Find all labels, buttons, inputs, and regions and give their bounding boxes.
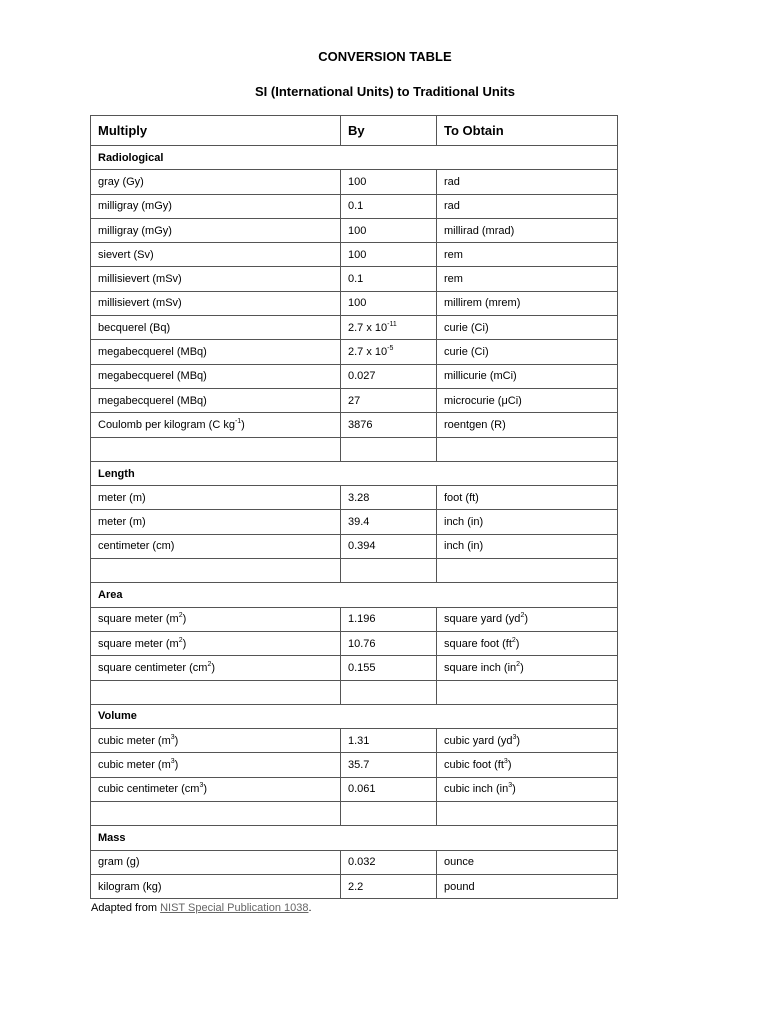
traditional-unit-cell [437,340,618,364]
factor-cell [341,364,437,388]
factor-cell [341,316,437,340]
cell-text: curie (Ci) [444,346,489,359]
table-row [91,194,618,218]
traditional-unit-cell [437,388,618,412]
cell-text: becquerel (Bq) [98,321,171,334]
si-unit-cell [91,194,341,218]
cell-text: 39.4 [348,516,370,529]
traditional-unit-cell [437,777,618,801]
cell-text: 0.061 [348,783,376,796]
table-row [91,364,618,388]
header-multiply: Multiply [91,116,341,146]
cell-text-tail: ) [507,759,512,772]
cell-text-tail: ) [520,661,524,674]
cell-text: meter (m) [98,516,146,529]
section-header-row [91,826,618,850]
factor-cell [341,753,437,777]
cell-text-tail: ) [512,783,516,796]
cell-text: 0.032 [348,856,376,869]
table-row [91,267,618,291]
exponent: 2 [178,636,183,644]
si-unit-cell [91,364,341,388]
cell-text: 1.196 [348,613,376,626]
cell-text-tail: ) [174,759,179,772]
cell-text: microcurie (μCi) [444,394,522,407]
empty-cell [91,680,341,704]
cell-text: 0.394 [348,540,376,553]
cell-text: milligray (mGy) [98,200,172,213]
cell-text: millirad (mrad) [444,224,515,237]
traditional-unit-cell [437,534,618,558]
traditional-unit-cell [437,170,618,194]
cell-text-tail: ) [182,637,187,650]
section-label-length: Length [91,461,618,485]
section-header-row [91,583,618,607]
table-row [91,243,618,267]
empty-cell [437,680,618,704]
si-unit-cell [91,656,341,680]
traditional-unit-cell [437,753,618,777]
exponent: 3 [503,758,508,766]
exponent: -11 [387,320,397,328]
factor-cell [341,413,437,437]
table-row [91,607,618,631]
source-suffix: . [308,902,312,914]
factor-cell [341,194,437,218]
table-row [91,486,618,510]
si-unit-cell [91,267,341,291]
factor-cell [341,656,437,680]
cell-text: millisievert (mSv) [98,297,182,310]
section-label-area: Area [91,583,618,607]
cell-text: megabecquerel (MBq) [98,370,207,383]
traditional-unit-cell [437,291,618,315]
exponent: 2 [516,660,521,668]
empty-cell [437,559,618,583]
section-header-row [91,461,618,485]
si-unit-cell [91,874,341,898]
si-unit-cell [91,850,341,874]
cell-text: meter (m) [98,491,146,504]
exponent: 2 [178,612,183,620]
si-unit-cell [91,607,341,631]
cell-text: inch (in) [444,540,484,553]
spacer-row [91,802,618,826]
si-unit-cell [91,243,341,267]
traditional-unit-cell [437,267,618,291]
table-row [91,777,618,801]
empty-cell [341,680,437,704]
exponent: 3 [170,758,175,766]
cell-text: 2.2 [348,880,364,893]
cell-text: 100 [348,175,367,188]
si-unit-cell [91,753,341,777]
empty-cell [437,437,618,461]
traditional-unit-cell [437,607,618,631]
table-row [91,729,618,753]
factor-cell [341,631,437,655]
empty-cell [341,802,437,826]
cell-text: rad [444,175,460,188]
nist-publication-link[interactable]: NIST Special Publication 1038 [160,902,309,914]
si-unit-cell [91,170,341,194]
traditional-unit-cell [437,413,618,437]
traditional-unit-cell [437,486,618,510]
table-row [91,340,618,364]
cell-text-tail: ) [515,637,520,650]
table-row [91,656,618,680]
cell-text: millisievert (mSv) [98,273,182,286]
si-unit-cell [91,729,341,753]
table-row [91,631,618,655]
cell-text-tail: ) [524,613,529,626]
cell-text: rem [444,273,463,286]
section-label-volume: Volume [91,704,618,728]
table-row [91,874,618,898]
si-unit-cell [91,291,341,315]
exponent: -5 [387,345,394,353]
traditional-unit-cell [437,243,618,267]
conversion-table [90,115,618,899]
source-prefix: Adapted from [91,902,161,914]
si-unit-cell [91,218,341,242]
factor-cell [341,777,437,801]
table-row [91,753,618,777]
empty-cell [437,802,618,826]
cell-text: roentgen (R) [444,418,506,431]
traditional-unit-cell [437,316,618,340]
cell-text-tail: ) [241,418,245,431]
cell-text: cubic yard (yd [444,734,513,747]
section-label-radiological: Radiological [91,146,618,170]
exponent: 2 [520,612,525,620]
cell-text-tail: ) [516,734,521,747]
si-unit-cell [91,631,341,655]
si-unit-cell [91,486,341,510]
exponent: 3 [512,733,517,741]
page-title: CONVERSION TABLE [318,49,452,64]
cell-text: 2.7 x 10 [348,346,388,359]
factor-cell [341,170,437,194]
cell-text: Coulomb per kilogram (C kg [98,418,235,431]
traditional-unit-cell [437,510,618,534]
empty-cell [91,802,341,826]
section-label-mass: Mass [91,826,618,850]
table-row [91,218,618,242]
factor-cell [341,534,437,558]
si-unit-cell [91,388,341,412]
table-row [91,316,618,340]
si-unit-cell [91,340,341,364]
table-row [91,850,618,874]
cell-text-tail: ) [174,734,179,747]
cell-text: curie (Ci) [444,321,489,334]
exponent: 2 [207,660,212,668]
traditional-unit-cell [437,656,618,680]
cell-text: megabecquerel (MBq) [98,346,207,359]
cell-text: 100 [348,297,367,310]
traditional-unit-cell [437,194,618,218]
cell-text: pound [444,880,475,893]
si-unit-cell [91,777,341,801]
exponent: -1 [234,417,242,425]
section-header-row [91,146,618,170]
factor-cell [341,388,437,412]
empty-cell [91,559,341,583]
cell-text: square inch (in [444,661,517,674]
cell-text: rem [444,248,463,261]
factor-cell [341,874,437,898]
cell-text: square meter (m [98,613,179,626]
cell-text: millirem (mrem) [444,297,521,310]
header-to-obtain: To Obtain [437,116,618,146]
exponent: 3 [508,782,513,790]
cell-text: square meter (m [98,637,179,650]
cell-text: 2.7 x 10 [348,321,388,334]
cell-text: 100 [348,248,367,261]
traditional-unit-cell [437,218,618,242]
empty-cell [341,559,437,583]
cell-text: sievert (Sv) [98,248,154,261]
factor-cell [341,729,437,753]
cell-text: square foot (ft [444,637,512,650]
factor-cell [341,243,437,267]
cell-text: 0.1 [348,273,364,286]
section-header-row [91,704,618,728]
factor-cell [341,486,437,510]
cell-text: rad [444,200,460,213]
table-row [91,291,618,315]
si-unit-cell [91,510,341,534]
cell-text: cubic meter (m [98,759,171,772]
spacer-row [91,437,618,461]
cell-text-tail: ) [203,783,208,796]
table-row [91,534,618,558]
si-unit-cell [91,316,341,340]
empty-cell [341,437,437,461]
traditional-unit-cell [437,631,618,655]
header-by: By [341,116,437,146]
cell-text: foot (ft) [444,491,479,504]
cell-text: 100 [348,224,367,237]
cell-text-tail: ) [211,661,216,674]
exponent: 3 [170,733,175,741]
cell-text: ounce [444,856,474,869]
factor-cell [341,607,437,631]
exponent: 2 [511,636,516,644]
cell-text: 0.155 [348,661,376,674]
cell-text: cubic foot (ft [444,759,504,772]
cell-text: 10.76 [348,637,376,650]
exponent: 3 [199,782,204,790]
cell-text: megabecquerel (MBq) [98,394,207,407]
factor-cell [341,267,437,291]
traditional-unit-cell [437,874,618,898]
factor-cell [341,850,437,874]
traditional-unit-cell [437,364,618,388]
spacer-row [91,559,618,583]
cell-text: milligray (mGy) [98,224,172,237]
cell-text: 3876 [348,418,373,431]
cell-text: cubic inch (in [444,783,509,796]
cell-text: 0.027 [348,370,376,383]
si-unit-cell [91,534,341,558]
factor-cell [341,218,437,242]
cell-text: 0.1 [348,200,364,213]
traditional-unit-cell [437,850,618,874]
cell-text-tail: ) [182,613,187,626]
table-header-row [91,116,618,146]
page-subtitle: SI (International Units) to Traditional Units [254,84,515,99]
factor-cell [341,340,437,364]
cell-text: millicurie (mCi) [444,370,517,383]
cell-text: cubic centimeter (cm [98,783,200,796]
empty-cell [91,437,341,461]
cell-text: cubic meter (m [98,734,171,747]
factor-cell [341,291,437,315]
cell-text: 35.7 [348,759,370,772]
cell-text: gram (g) [98,856,140,869]
cell-text: 27 [348,394,361,407]
spacer-row [91,680,618,704]
si-unit-cell [91,413,341,437]
source-note [91,902,312,914]
factor-cell [341,510,437,534]
cell-text: 1.31 [348,734,370,747]
cell-text: kilogram (kg) [98,880,162,893]
table-row [91,510,618,534]
table-row [91,170,618,194]
cell-text: 3.28 [348,491,370,504]
traditional-unit-cell [437,729,618,753]
cell-text: square yard (yd [444,613,521,626]
table-row [91,413,618,437]
cell-text: square centimeter (cm [98,661,208,674]
cell-text: inch (in) [444,516,484,529]
table-row [91,388,618,412]
cell-text: gray (Gy) [98,175,144,188]
cell-text: centimeter (cm) [98,540,175,553]
